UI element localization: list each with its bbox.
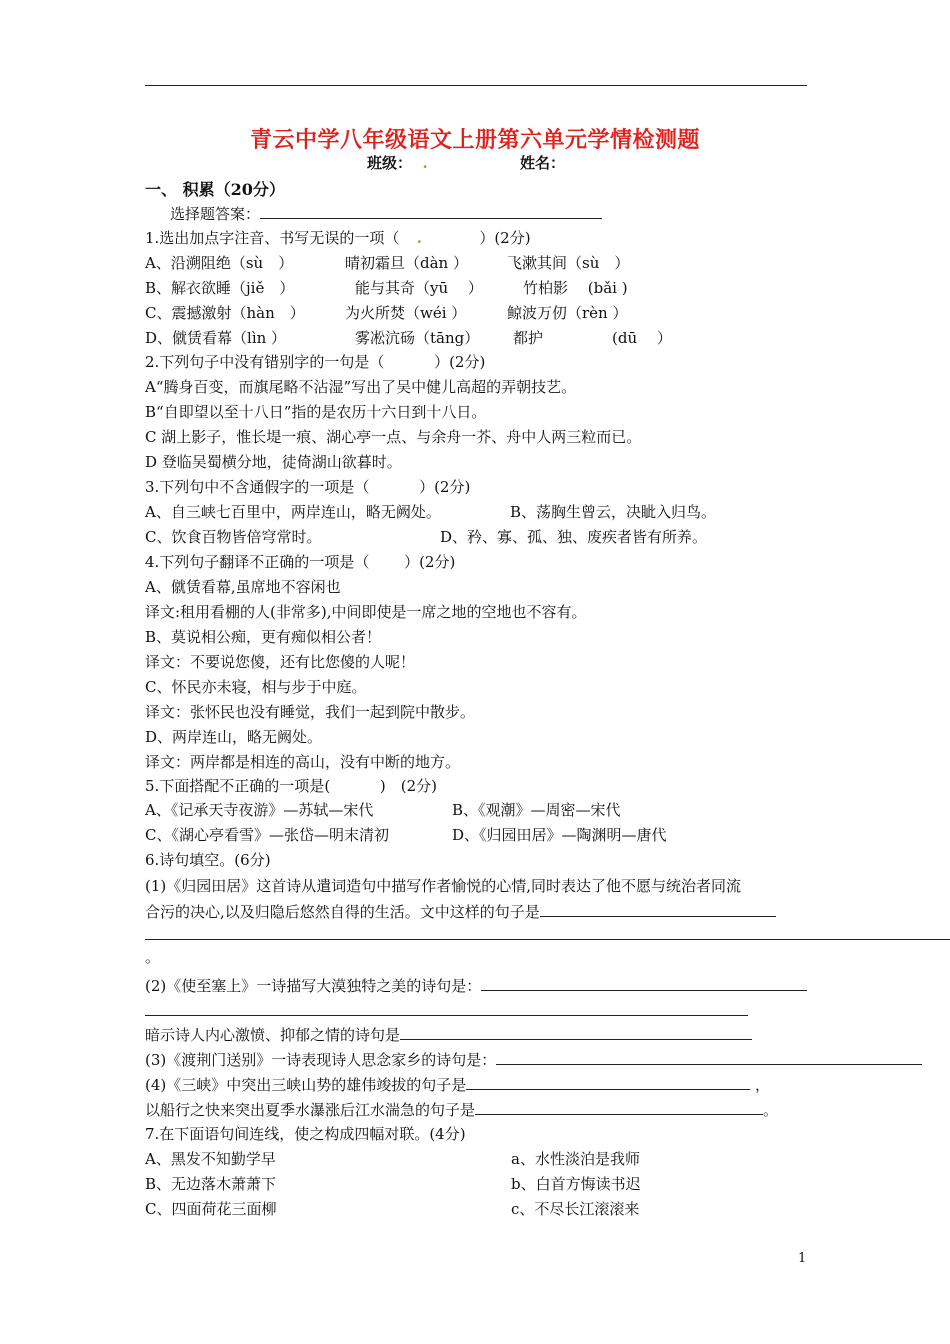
q2-option-b: B“自即望以至十八日”指的是农历十六日到十八日。 [145,403,487,421]
q6-part2-blank-2[interactable] [145,1015,748,1016]
q1-option-d-4: (dū ） [612,329,672,347]
question-1-stem: 1.选出加点字注音、书写无误的一项（ . ）(2分) [145,229,531,247]
q1-option-b-2: 能与其奇（yū ） [355,279,483,297]
q7-right-item[interactable]: a、水性淡泊是我师 [511,1150,640,1168]
q6-part1-line1: (1)《归园田居》这首诗从遣词造句中描写作者愉悦的心情,同时表达了他不愿与统治者同流 [145,877,742,895]
q6-part1-line2: 合污的决心,以及归隐后悠然自得的生活。文中这样的句子是 [145,901,776,922]
q7-right-item[interactable]: c、不尽长江滚滚来 [511,1200,640,1218]
q4-line: B、莫说相公痴，更有痴似相公者！ [145,628,382,646]
q7-left-item[interactable]: B、无边落木萧萧下 [145,1175,277,1193]
q1-option-d-2: 雾凇沆砀（tāng） [355,329,480,347]
q2-option-a: A“腾身百变，而旗尾略不沾湿”写出了吴中健儿高超的弄朝技艺。 [145,378,577,396]
q1-option-b-3: 竹柏影 (bǎi ) [523,279,628,297]
name-label: 姓名： [520,154,566,172]
class-label: 班级： . [367,154,428,172]
q1-option-a-2: 晴初霜旦（dàn ） [345,254,468,272]
q4-line: A、僦赁看幕,虽席地不容闲也 [145,578,341,596]
q6-part2: (2)《使至塞上》一诗描写大漠独特之美的诗句是： [145,975,807,996]
q4-line: 译文:租用看棚的人(非常多),中间即使是一席之地的空地也不容有。 [145,603,587,621]
q1-option-c-3: 鲸波万仞（rèn ） [507,304,628,322]
q6-part4b-blank[interactable] [475,1099,763,1115]
page-number: 1 [798,1251,807,1266]
question-7-stem: 7.在下面语句间连线，使之构成四幅对联。(4分) [145,1125,466,1143]
q4-line: 译文：两岸都是相连的高山，没有中断的地方。 [145,753,461,771]
q6-part4a: (4)《三峡》中突出三峡山势的雄伟竣拔的句子是 ， [145,1076,771,1094]
q6-part4b: 以船行之快来突出夏季水瀑涨后江水湍急的句子是 。 [145,1101,779,1119]
q5-option-d: D、《归园田居》—陶渊明—唐代 [452,826,667,844]
section-heading: 一、 积累（20分） [145,180,285,199]
q6-part2b: 暗示诗人内心激愤、抑郁之情的诗句是 [145,1024,752,1045]
q7-right-item[interactable]: b、白首方悔读书迟 [511,1175,641,1193]
green-dot: . [422,154,428,172]
q7-left-item[interactable]: C、四面荷花三面柳 [145,1200,277,1218]
q2-option-d: D 登临吴蜀横分地，徒倚湖山欲暮时。 [145,453,402,471]
q5-option-a: A、《记承天寺夜游》—苏轼—宋代 [145,801,374,819]
answer-blank[interactable] [260,203,602,219]
q1-option-a-3: 飞漱其间（sù ） [507,254,630,272]
q1-option-b: B、解衣欲睡（jiě ） [145,279,295,297]
q6-part3: (3)《渡荆门送别》一诗表现诗人思念家乡的诗句是： [145,1049,922,1070]
q6-part2-blank[interactable] [481,975,807,991]
q3-option-b: B、荡胸生曾云，决眦入归鸟。 [510,503,717,521]
question-5-stem: 5.下面搭配不正确的一项是( ) (2分) [145,777,438,795]
page-title: 青云中学八年级语文上册第六单元学情检测题 [249,127,700,153]
question-6-stem: 6.诗句填空。(6分) [145,851,271,869]
q1-option-d-3: 都护 [513,329,544,347]
q6-part1-blank[interactable] [540,901,776,917]
q5-option-c: C、《湖心亭看雪》—张岱—明末清初 [145,826,389,844]
q1-option-c: C、震撼激射（hàn ） [145,304,305,322]
q3-option-a: A、自三峡七百里中，两岸连山，略无阙处。 [145,503,441,521]
question-3-stem: 3.下列句中不含通假字的一项是（ ）(2分) [145,478,471,496]
q2-option-c: C 湖上影子，惟长堤一痕、湖心亭一点、与余舟一芥、舟中人两三粒而已。 [145,428,642,446]
q3-option-d: D、矜、寡、孤、独、废疾者皆有所养。 [440,528,708,546]
q6-part2b-blank[interactable] [400,1024,752,1040]
top-rule [145,85,807,86]
q4-line: 译文：不要说您傻，还有比您傻的人呢！ [145,653,416,671]
q1-option-c-2: 为火所焚（wéi ） [345,304,467,322]
q6-part1-blank-full[interactable] [145,939,950,940]
q7-left-item[interactable]: A、黑发不知勤学早 [145,1150,276,1168]
q4-line: 译文：张怀民也没有睡觉，我们一起到院中散步。 [145,703,476,721]
q5-option-b: B、《观潮》—周密—宋代 [452,801,621,819]
question-2-stem: 2.下列句子中没有错别字的一句是（ ）(2分) [145,353,486,371]
q1-option-a: A、沿溯阻绝（sù ） [145,254,294,272]
q3-option-c: C、饮食百物皆倍穹常时。 [145,528,322,546]
q6-part4a-blank[interactable] [466,1074,750,1090]
q6-part3-blank[interactable] [496,1049,922,1065]
q4-line: D、两岸连山，略无阙处。 [145,728,323,746]
answer-line: 选择题答案： [170,203,602,224]
q4-line: C、怀民亦未寝，相与步于中庭。 [145,678,367,696]
q1-option-d: D、僦赁看幕（lìn ） [145,329,287,347]
question-4-stem: 4.下列句子翻译不正确的一项是（ ）(2分) [145,553,456,571]
q6-part1-end: 。 [145,948,161,966]
